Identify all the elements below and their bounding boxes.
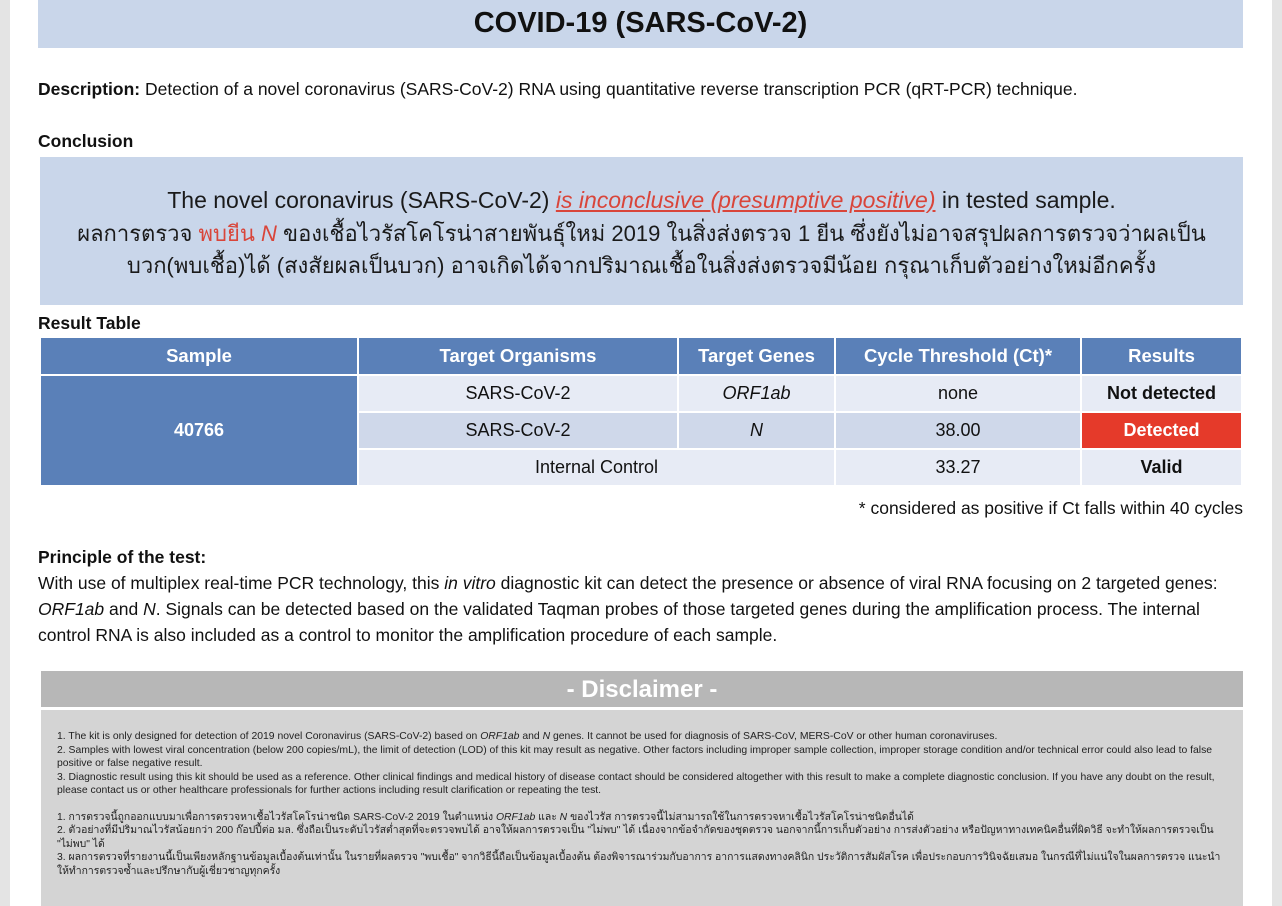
result-cell: Not detected [1082, 376, 1241, 411]
disc-gene: ORF1ab [495, 811, 536, 823]
table-row [41, 376, 1241, 411]
gene-cell: N [679, 413, 834, 448]
ct-cell: 33.27 [836, 450, 1080, 485]
disclaimer-title: - Disclaimer - [41, 671, 1243, 707]
thai-text-rest: ของเชื้อไวรัสโคโรน่าสายพันธุ์ใหม่ 2019 ในสิ่งส่งตรวจ 1 ยีน ซึ่งยังไม่อาจสรุปผลการตรวจว่าผลเป็น [276, 221, 1206, 246]
principle-part: diagnostic kit can detect the presence or absence of viral RNA focusing on 2 targeted genes: [495, 573, 1218, 593]
principle-part: and [104, 599, 144, 619]
conclusion-thai-line2: บวก(พบเชื้อ)ได้ (สงสัยผลเป็นบวก) อาจเกิดได้จากปริมาณเชื้อในสิ่งส่งตรวจมีน้อย กรุณาเก็บตัวอย่างใหม่อีกครั้ง [126, 253, 1157, 278]
internal-control-cell: Internal Control [359, 450, 834, 485]
principle-gene-orf1ab: ORF1ab [38, 599, 105, 619]
description-text: Detection of a novel coronavirus (SARS-CoV-2) RNA using quantitative reverse transcription PCR (qRT-PCR) technique. [144, 79, 1078, 99]
thai-found-gene: พบยีน [198, 221, 262, 246]
conclusion-box [40, 157, 1243, 305]
disclaimer-th-2: 2. ตัวอย่างที่มีปริมาณไวรัสน้อยกว่า 200 ก๊อปปี้ต่อ มล. ซึ่งถือเป็นระดับไวรัสต่ำสุดที่จะตรวจพบได้ อาจให้ผลการตรวจเป็น "ไม่พบ" ได้ เนื่องจากข้อจำกัดของชุดตรวจ นอกจากนี้การเก็บตัวอย่าง การส่งตัวอย่าง หรือปัญหาทางเทคนิคอื่นที่ผิดวิธี จะทำให้ผลการตรวจเป็น "ไม่พบ" ได้ [57, 825, 1214, 850]
conclusion-text: The novel coronavirus (SARS-CoV-2) [167, 187, 556, 213]
disc-part: 1. The kit is only designed for detection of 2019 novel Coronavirus (SARS-CoV-2) based on [57, 731, 481, 742]
result-table [39, 336, 1243, 487]
sample-id: 40766 [41, 376, 357, 485]
description-label: Description: [38, 79, 141, 99]
principle-gene-n: N [143, 599, 156, 619]
disc-gene: N [559, 811, 568, 823]
ct-footnote: * considered as positive if Ct falls within 40 cycles [858, 498, 1243, 518]
disc-part: และ [535, 811, 560, 823]
description [38, 78, 1248, 100]
organism-cell: SARS-CoV-2 [359, 376, 677, 411]
disclaimer-th-1 [57, 811, 1222, 825]
conclusion-english [40, 185, 1243, 215]
disclaimer-en-2: 2. Samples with lowest viral concentration (below 200 copies/mL), the limit of detection (LOD) of this kit may result as negative. Other factors including improper sample collection, improper storage condition and/or technical error could also lead to false positive or false negative result. [57, 744, 1213, 769]
conclusion-thai-line1 [40, 219, 1243, 249]
organism-cell: SARS-CoV-2 [359, 413, 677, 448]
gene-cell: ORF1ab [679, 376, 834, 411]
header-target-genes: Target Genes [679, 338, 834, 374]
disc-gene: ORF1ab [480, 731, 520, 742]
disclaimer-en-3: 3. Diagnostic result using this kit should be used as a reference. Other clinical findings and medical history of disease contact should be considered altogether with this result to make a complete diagnostic conclusion. If you have any doubt on the result, please contact us or other healthcare professionals for further actions including result clarification or repeating the test. [57, 771, 1215, 796]
gene-n-label: N [261, 221, 277, 246]
principle-part: With use of multiplex real-time PCR technology, this [38, 573, 445, 593]
inconclusive-highlight: is inconclusive (presumptive positive) [555, 187, 936, 213]
disclaimer-th-3: 3. ผลการตรวจที่รายงานนี้เป็นเพียงหลักฐานข้อมูลเบื้องต้นเท่านั้น ในรายที่ผลตรวจ "พบเชื้อ" จากวิธีนี้ถือเป็นข้อมูลเบื้องต้น ต้องพิจารณาร่วมกับอาการ อาการแสดงทางคลินิก ประวัติการสัมผัสโรค เพื่อประกอบการวินิจฉัยเสมอ ในกรณีที่ไม่แน่ใจในผลการตรวจ แนะนำให้ทำการตรวจซ้ำและปรึกษากับผู้เชี่ยวชาญทุกครั้ง [57, 852, 1221, 877]
principle-part: . Signals can be detected based on the validated Taqman probes of those targeted genes during the amplification process. The internal control RNA is also included as a control to monitor the amplification procedure of each sample. [38, 599, 1200, 645]
result-cell: Valid [1082, 450, 1241, 485]
result-table-heading: Result Table [38, 313, 141, 333]
header-results: Results [1082, 338, 1241, 374]
conclusion-text-end: in tested sample. [935, 187, 1116, 213]
header-cycle-threshold: Cycle Threshold (Ct)* [836, 338, 1080, 374]
result-detected-badge: Detected [1082, 413, 1241, 448]
ct-cell: 38.00 [836, 413, 1080, 448]
ct-cell: none [836, 376, 1080, 411]
principle-text [38, 570, 1253, 648]
report-page [10, 0, 1272, 906]
report-title: COVID-19 (SARS-CoV-2) [38, 0, 1243, 48]
disc-part: genes. It cannot be used for diagnosis of SARS-CoV, MERS-CoV or other human coronaviruses. [550, 731, 998, 742]
disc-part: and [519, 731, 543, 742]
table-header-row [41, 338, 1241, 374]
principle-heading: Principle of the test: [38, 547, 207, 567]
disc-part: ของไวรัส การตรวจนี้ไม่สามารถใช้ในการตรวจหาเชื้อไวรัสโคโรน่าชนิดอื่นได้ [567, 811, 914, 823]
header-sample: Sample [41, 338, 357, 374]
principle-in-vitro: in vitro [444, 573, 496, 593]
header-target-organisms: Target Organisms [359, 338, 677, 374]
disc-part: 1. การตรวจนี้ถูกออกแบบมาเพื่อการตรวจหาเชื้อไวรัสโคโรน่าชนิด SARS-CoV-2 2019 ในตำแหน่ง [57, 811, 496, 823]
disc-gene: N [542, 731, 551, 742]
disclaimer-box [41, 710, 1243, 906]
conclusion-heading: Conclusion [38, 131, 134, 151]
disclaimer-en-1 [57, 730, 1222, 744]
disclaimer-text [57, 730, 1222, 878]
thai-text: ผลการตรวจ [77, 221, 199, 246]
